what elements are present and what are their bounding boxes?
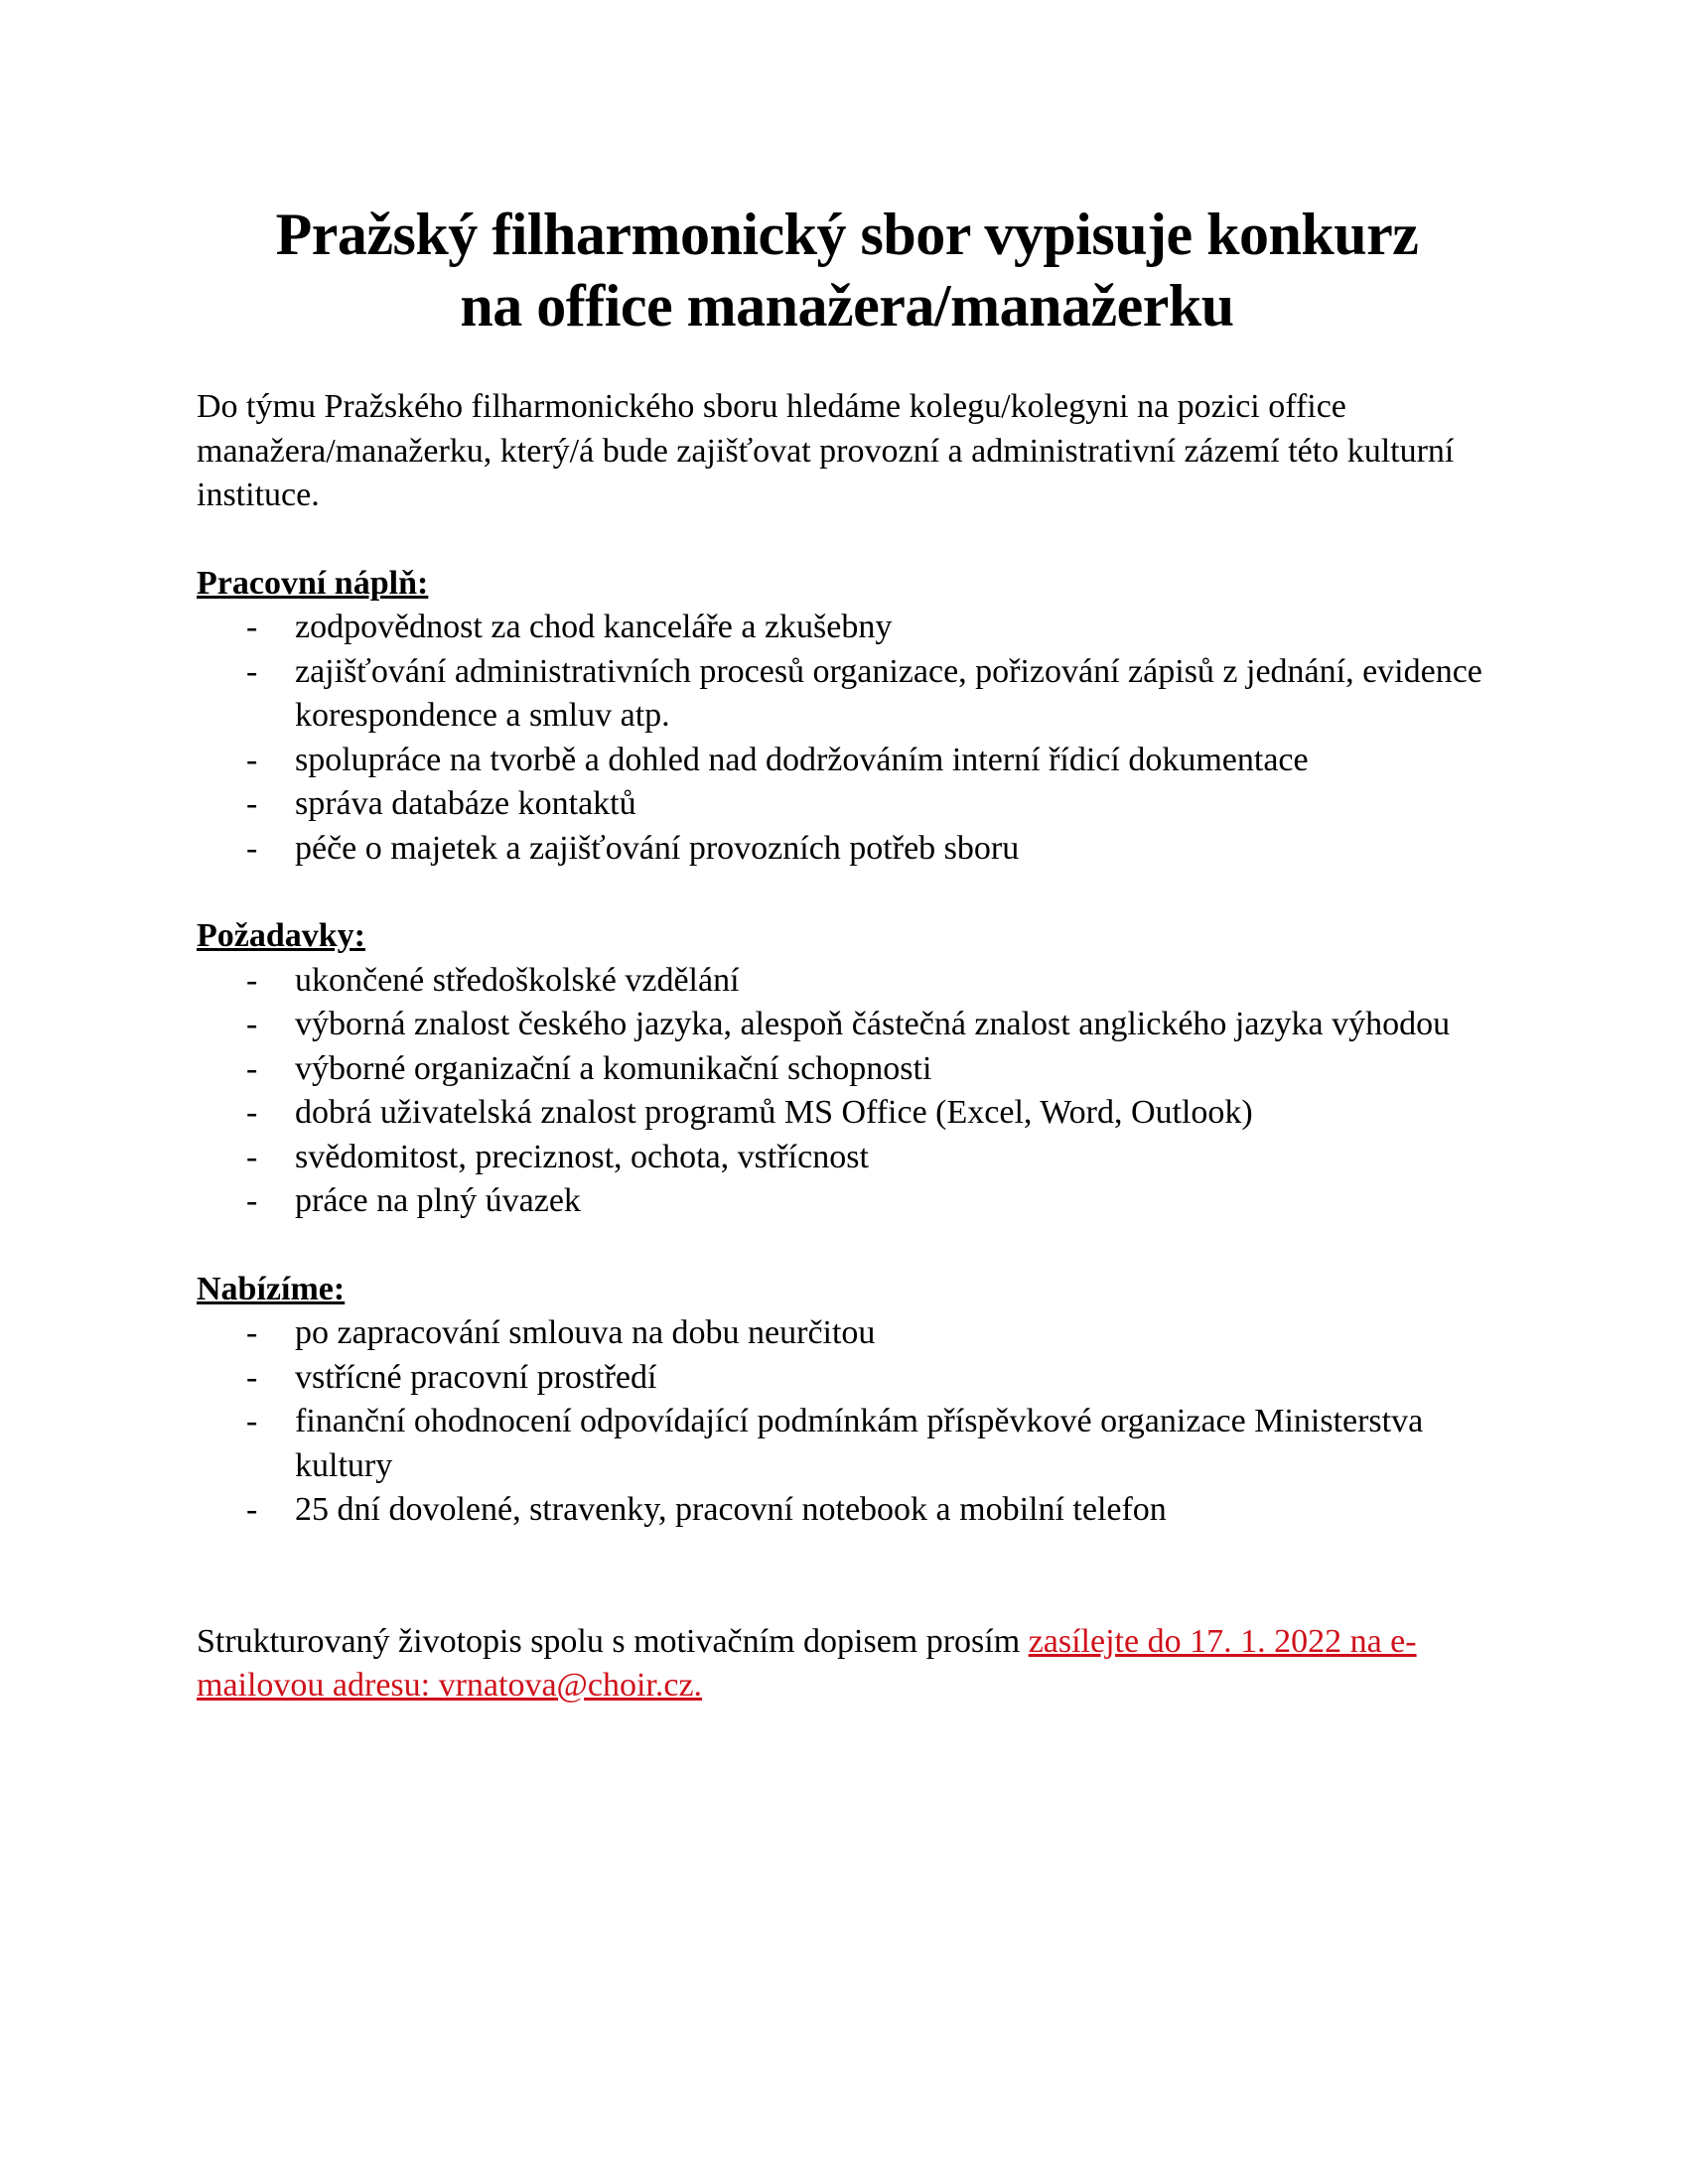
list-item (197, 1488, 1497, 1533)
section-we-offer (197, 1224, 1497, 1533)
list-item (197, 1091, 1497, 1136)
list-item (197, 1311, 1497, 1356)
list-item (197, 1136, 1497, 1180)
title-line-2: na office manažera/manažerku (460, 273, 1234, 339)
dash-bullet-icon: - (246, 741, 258, 778)
list-item (197, 650, 1497, 739)
dash-bullet-icon: - (246, 609, 258, 645)
dash-bullet-icon: - (246, 1049, 258, 1087)
dash-bullet-icon: - (246, 1182, 258, 1219)
list-item-text: vstřícné pracovní prostředí (295, 1358, 657, 1396)
list-item-text: výborná znalost českého jazyka, alespoň částečná znalost anglického jazyka výhodou (295, 1006, 1451, 1042)
list-item-text: finanční ohodnocení odpovídající podmínkám příspěvkové organizace Ministerstva kultury (295, 1403, 1424, 1484)
list-item-text: zodpovědnost za chod kanceláře a zkušebny (295, 609, 893, 645)
section-job-duties (197, 518, 1497, 872)
job-duties-list (197, 606, 1497, 871)
page-title (197, 199, 1497, 341)
list-item-text: 25 dní dovolené, stravenky, pracovní notebook a mobilní telefon (295, 1491, 1167, 1528)
document-page (197, 199, 1497, 1742)
dash-bullet-icon: - (246, 785, 258, 822)
dash-bullet-icon: - (246, 1491, 258, 1528)
dash-bullet-icon: - (246, 829, 258, 867)
dash-bullet-icon: - (246, 1094, 258, 1131)
list-item-text: spolupráce na tvorbě a dohled nad dodržováním interní řídicí dokumentace (295, 741, 1309, 778)
list-item (197, 1179, 1497, 1224)
list-item (197, 1003, 1497, 1047)
list-item (197, 1047, 1497, 1092)
list-item-text: po zapracování smlouva na dobu neurčitou (295, 1314, 876, 1351)
section-heading-requirements: Požadavky: (197, 917, 365, 954)
list-item (197, 606, 1497, 650)
list-item-text: svědomitost, preciznost, ochota, vstřícnost (295, 1138, 869, 1175)
list-item (197, 1400, 1497, 1488)
title-line-1: Pražský filharmonický sbor vypisuje konkurz (275, 202, 1419, 267)
list-item (197, 959, 1497, 1004)
dash-bullet-icon: - (246, 1006, 258, 1042)
list-item (197, 739, 1497, 783)
application-email-link[interactable]: zasílejte do 17. 1. 2022 na e-mailovou adresu: vrnatova@choir.cz. (197, 1622, 1417, 1704)
list-item (197, 1356, 1497, 1401)
dash-bullet-icon: - (246, 1403, 258, 1439)
dash-bullet-icon: - (246, 652, 258, 690)
section-heading-job-duties: Pracovní náplň: (197, 564, 429, 602)
section-heading-we-offer: Nabízíme: (197, 1270, 346, 1307)
list-item-text: práce na plný úvazek (295, 1182, 581, 1219)
list-item-text: zajišťování administrativních procesů organizace, pořizování zápisů z jednání, evidence korespondence a smluv atp. (295, 652, 1482, 734)
we-offer-list (197, 1311, 1497, 1533)
list-item-text: ukončené středoškolské vzdělání (295, 961, 740, 999)
list-item (197, 782, 1497, 827)
dash-bullet-icon: - (246, 1138, 258, 1175)
list-item-text: péče o majetek a zajišťování provozních potřeb sboru (295, 829, 1020, 867)
list-item (197, 827, 1497, 872)
requirements-list (197, 959, 1497, 1224)
list-item-text: dobrá uživatelská znalost programů MS Office (Excel, Word, Outlook) (295, 1094, 1253, 1131)
intro-paragraph: Do týmu Pražského filharmonického sboru hledáme kolegu/kolegyni na pozici office manažera/manažerku, který/á bude zajišťovat provozní a administrativní zázemí této kulturní instituce. (197, 388, 1455, 513)
dash-bullet-icon: - (246, 1358, 258, 1396)
dash-bullet-icon: - (246, 961, 258, 999)
closing-text: Strukturovaný životopis spolu s motivačním dopisem prosím (197, 1622, 1029, 1660)
closing-paragraph (197, 1620, 1497, 1708)
list-item-text: správa databáze kontaktů (295, 785, 636, 822)
section-requirements (197, 871, 1497, 1224)
dash-bullet-icon: - (246, 1314, 258, 1351)
list-item-text: výborné organizační a komunikační schopnosti (295, 1049, 932, 1087)
